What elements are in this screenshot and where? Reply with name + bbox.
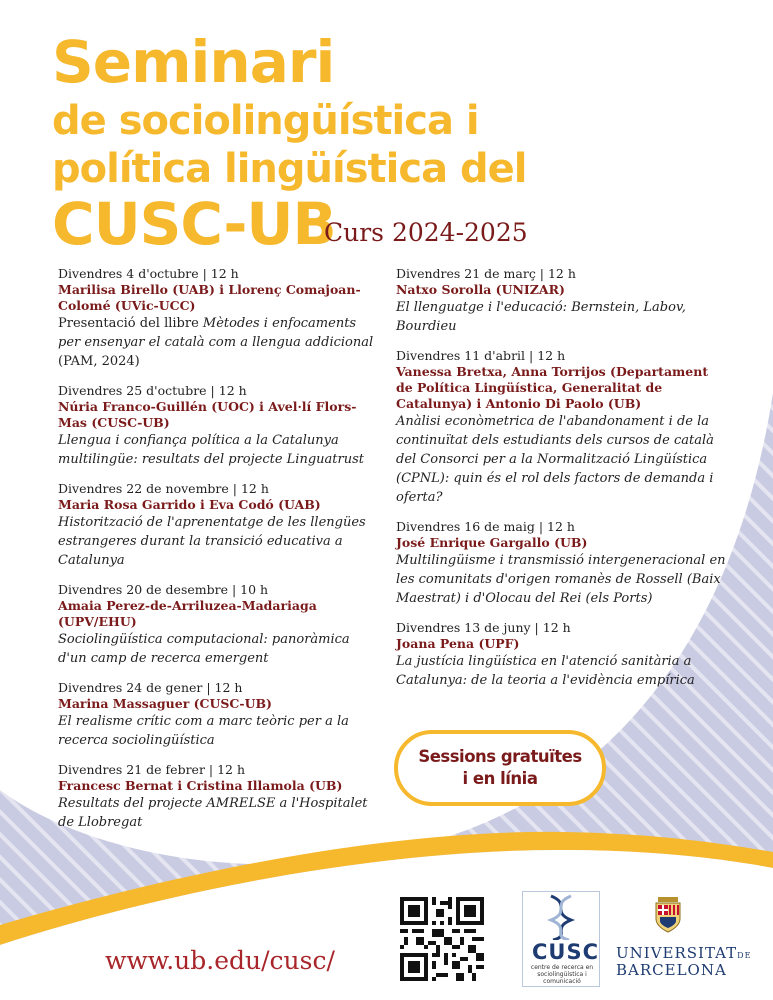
session-date: Divendres 21 de febrer | 12 h <box>58 762 246 777</box>
session-date: Divendres 16 de maig | 12 h <box>396 519 575 534</box>
session-item <box>58 762 378 832</box>
session-item <box>58 383 378 469</box>
session-speaker: Joana Pena (UPF) <box>396 636 520 651</box>
ub-logo-universitat: UNIVERSITAT <box>616 944 738 962</box>
badge-line-2: i en línia <box>462 769 538 788</box>
session-talk: El realisme crític com a marc teòric per a la recerca sociolingüística <box>58 714 349 748</box>
title-line-2: de sociolingüística i <box>52 98 479 144</box>
session-speaker: Marilisa Birello (UAB) i Llorenç Comajoan-Colomé (UVic-UCC) <box>58 282 361 313</box>
session-date: Divendres 13 de juny | 12 h <box>396 620 571 635</box>
session-date: Divendres 21 de març | 12 h <box>396 266 576 281</box>
session-item <box>58 680 378 750</box>
cusc-logo-subtitle: centre de recerca en sociolingüística i comunicació <box>530 964 594 985</box>
sessions-right-column <box>396 266 726 702</box>
session-item <box>58 481 378 570</box>
title-line-1: Seminari <box>52 28 335 96</box>
session-talk: Anàlisi econòmetrica de l'abandonament i de la continuïtat dels estudiants dels cursos de català del Consorci per a la Normalització Lingüística (CPNL): quin és el rol dels factors de demanda i oferta? <box>396 414 714 505</box>
course-year: Curs 2024-2025 <box>324 218 528 247</box>
session-speaker: Francesc Bernat i Cristina Illamola (UB) <box>58 778 343 793</box>
session-talk: La justícia lingüística en l'atenció sanitària a Catalunya: de la teoria a l'evidència empírica <box>396 654 695 688</box>
session-date: Divendres 11 d'abril | 12 h <box>396 348 566 363</box>
session-speaker: Amaia Perez-de-Arriluzea-Madariaga (UPV/EHU) <box>58 598 317 629</box>
session-date: Divendres 20 de desembre | 10 h <box>58 582 269 597</box>
session-talk: Llengua i confiança política a la Catalunya multilingüe: resultats del projecte Linguatrust <box>58 433 364 467</box>
session-item <box>58 266 378 371</box>
session-item <box>396 620 726 690</box>
qr-code-icon[interactable] <box>400 897 484 981</box>
title-line-4: CUSC-UB <box>52 190 336 258</box>
session-item <box>58 582 378 668</box>
session-talk: El llenguatge i l'educació: Bernstein, Labov, Bourdieu <box>396 300 686 334</box>
session-talk: Multilingüisme i transmissió intergeneracional en les comunitats d'origen romanès de Rossell (Baix Maestrat) i d'Olocau del Rei (els Ports) <box>396 553 726 606</box>
session-talk: Historització de l'aprenentatge de les llengües estrangeres durant la transició educativa a Catalunya <box>58 515 366 568</box>
ub-crest-icon <box>654 897 682 933</box>
session-speaker: Vanessa Bretxa, Anna Torrijos (Departament de Política Lingüística, Generalitat de Catalunya) i Antonio Di Paolo (UB) <box>396 364 709 411</box>
session-date: Divendres 22 de novembre | 12 h <box>58 481 269 496</box>
session-speaker: José Enrique Gargallo (UB) <box>396 535 588 550</box>
session-date: Divendres 4 d'octubre | 12 h <box>58 266 239 281</box>
ub-logo-de: DE <box>737 951 752 960</box>
talk-prefix: Presentació del llibre <box>58 316 203 331</box>
talk-suffix: (PAM, 2024) <box>58 354 140 369</box>
session-date: Divendres 24 de gener | 12 h <box>58 680 243 695</box>
cusc-logo-word: CUSC <box>532 940 599 964</box>
cusc-logo <box>522 891 600 987</box>
session-talk: Sociolingüística computacional: panoràmica d'un camp de recerca emergent <box>58 632 350 666</box>
session-item <box>396 519 726 608</box>
session-item <box>396 266 726 336</box>
book-title: Mètodes i enfocaments per ensenyar el català com a llengua addicional <box>58 316 374 350</box>
session-date: Divendres 25 d'octubre | 12 h <box>58 383 247 398</box>
session-speaker: Núria Franco-Guillén (UOC) i Avel·lí Flors-Mas (CUSC-UB) <box>58 399 357 430</box>
title-line-3: política lingüística del <box>52 146 527 192</box>
session-item <box>396 348 726 507</box>
free-online-badge <box>394 730 606 806</box>
session-talk: Resultats del projecte AMRELSE a l'Hospitalet de Llobregat <box>58 796 368 830</box>
session-speaker: Marina Massaguer (CUSC-UB) <box>58 696 272 711</box>
sessions-left-column <box>58 266 378 844</box>
session-speaker: Natxo Sorolla (UNIZAR) <box>396 282 565 297</box>
website-url[interactable]: www.ub.edu/cusc/ <box>105 946 335 975</box>
dna-helix-icon <box>523 892 599 940</box>
ub-logo-line-1 <box>616 944 751 962</box>
session-speaker: Maria Rosa Garrido i Eva Codó (UAB) <box>58 497 321 512</box>
ub-logo-line-2: BARCELONA <box>616 961 727 979</box>
session-talk <box>58 314 378 371</box>
badge-line-1: Sessions gratuïtes <box>418 747 582 766</box>
